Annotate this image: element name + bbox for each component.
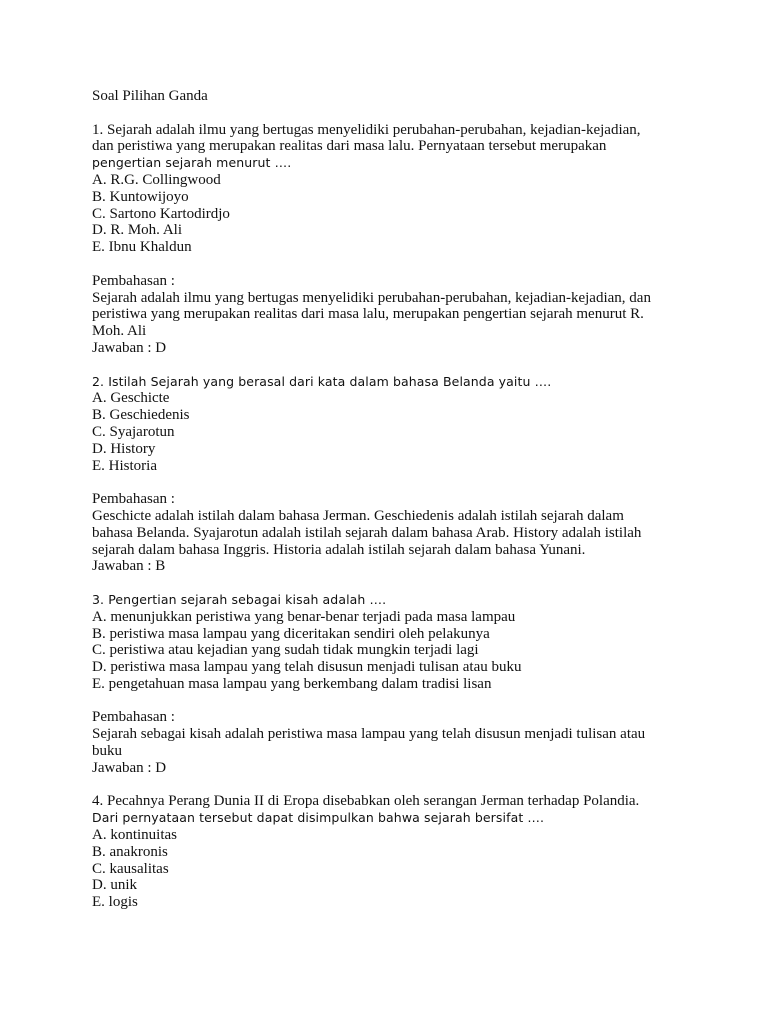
question-4-option-a: A. kontinuitas bbox=[92, 827, 177, 844]
question-3-option-d: D. peristiwa masa lampau yang telah disusun menjadi tulisan atau buku bbox=[92, 659, 522, 676]
question-4-option-b: B. anakronis bbox=[92, 843, 168, 860]
question-3-discussion-line-1: Sejarah sebagai kisah adalah peristiwa masa lampau yang telah disusun menjadi tulisan atau bbox=[92, 726, 646, 743]
question-3-answer: Jawaban : D bbox=[92, 759, 167, 776]
question-2-option-a: A. Geschicte bbox=[92, 390, 170, 407]
question-4-stem-line-2: Dari pernyataan tersebut dapat disimpulkan bahwa sejarah bersifat …. bbox=[92, 810, 545, 826]
question-2-option-d: D. History bbox=[92, 440, 156, 457]
spacer bbox=[92, 693, 692, 710]
question-2-discussion-label: Pembahasan : bbox=[92, 491, 175, 508]
question-3 bbox=[92, 592, 692, 777]
spacer bbox=[92, 575, 692, 592]
question-3-option-e: E. pengetahuan masa lampau yang berkembang dalam tradisi lisan bbox=[92, 675, 492, 692]
question-3-option-a: A. menunjukkan peristiwa yang benar-benar terjadi pada masa lampau bbox=[92, 608, 516, 625]
document-title: Soal Pilihan Ganda bbox=[92, 88, 208, 104]
question-3-option-b: B. peristiwa masa lampau yang diceritakan sendiri oleh pelakunya bbox=[92, 625, 490, 642]
spacer bbox=[92, 105, 692, 122]
question-3-discussion-line-2: buku bbox=[92, 743, 122, 760]
question-1-stem-line-1: 1. Sejarah adalah ilmu yang bertugas menyelidiki perubahan-perubahan, kejadian-kejadian, bbox=[92, 121, 641, 138]
question-1-option-e: E. Ibnu Khaldun bbox=[92, 239, 192, 256]
question-4-option-c: C. kausalitas bbox=[92, 860, 169, 877]
question-3-discussion-label: Pembahasan : bbox=[92, 709, 175, 726]
question-3-stem-line-1: 3. Pengertian sejarah sebagai kisah adalah …. bbox=[92, 591, 387, 607]
question-2-option-e: E. Historia bbox=[92, 457, 157, 474]
question-2-option-b: B. Geschiedenis bbox=[92, 407, 190, 424]
question-2-discussion-line-2: bahasa Belanda. Syajarotun adalah istilah sejarah dalam bahasa Arab. History adalah istilah bbox=[92, 524, 642, 541]
question-1-stem-line-2: dan peristiwa yang merupakan realitas dari masa lalu. Pernyataan tersebut merupakan bbox=[92, 138, 607, 155]
question-4-option-d: D. unik bbox=[92, 877, 137, 894]
question-1-option-a: A. R.G. Collingwood bbox=[92, 171, 221, 188]
question-1-discussion-line-1: Sejarah adalah ilmu yang bertugas menyelidiki perubahan-perubahan, kejadian-kejadian, dan bbox=[92, 289, 651, 306]
spacer bbox=[92, 474, 692, 491]
question-2-discussion-line-1: Geschicte adalah istilah dalam bahasa Jerman. Geschiedenis adalah istilah sejarah dalam bbox=[92, 507, 624, 524]
question-2-discussion-line-3: sejarah dalam bahasa Inggris. Historia adalah istilah sejarah dalam bahasa Yunani. bbox=[92, 541, 586, 558]
question-1-discussion-line-2: peristiwa yang merupakan realitas dari masa lalu, merupakan pengertian sejarah menurut R. bbox=[92, 306, 644, 323]
question-3-option-c: C. peristiwa atau kejadian yang sudah tidak mungkin terjadi lagi bbox=[92, 642, 479, 659]
spacer bbox=[92, 256, 692, 273]
question-1-discussion-label: Pembahasan : bbox=[92, 272, 175, 289]
spacer bbox=[92, 357, 692, 374]
document-page bbox=[92, 88, 692, 911]
question-1-stem-line-3: pengertian sejarah menurut …. bbox=[92, 155, 292, 171]
question-2 bbox=[92, 374, 692, 576]
question-2-option-c: C. Syajarotun bbox=[92, 423, 175, 440]
question-4-option-e: E. logis bbox=[92, 894, 138, 911]
question-4-stem-line-1: 4. Pecahnya Perang Dunia II di Eropa disebabkan oleh serangan Jerman terhadap Polandia. bbox=[92, 793, 640, 810]
question-1-option-c: C. Sartono Kartodirdjo bbox=[92, 205, 230, 222]
question-2-answer: Jawaban : B bbox=[92, 558, 166, 575]
question-2-stem-line-1: 2. Istilah Sejarah yang berasal dari kata dalam bahasa Belanda yaitu …. bbox=[92, 373, 552, 389]
question-1-option-b: B. Kuntowijoyo bbox=[92, 188, 189, 205]
question-1 bbox=[92, 122, 692, 357]
question-1-option-d: D. R. Moh. Ali bbox=[92, 222, 183, 239]
question-1-answer: Jawaban : D bbox=[92, 339, 167, 356]
question-1-discussion-line-3: Moh. Ali bbox=[92, 323, 147, 340]
spacer bbox=[92, 777, 692, 794]
question-4 bbox=[92, 793, 692, 911]
